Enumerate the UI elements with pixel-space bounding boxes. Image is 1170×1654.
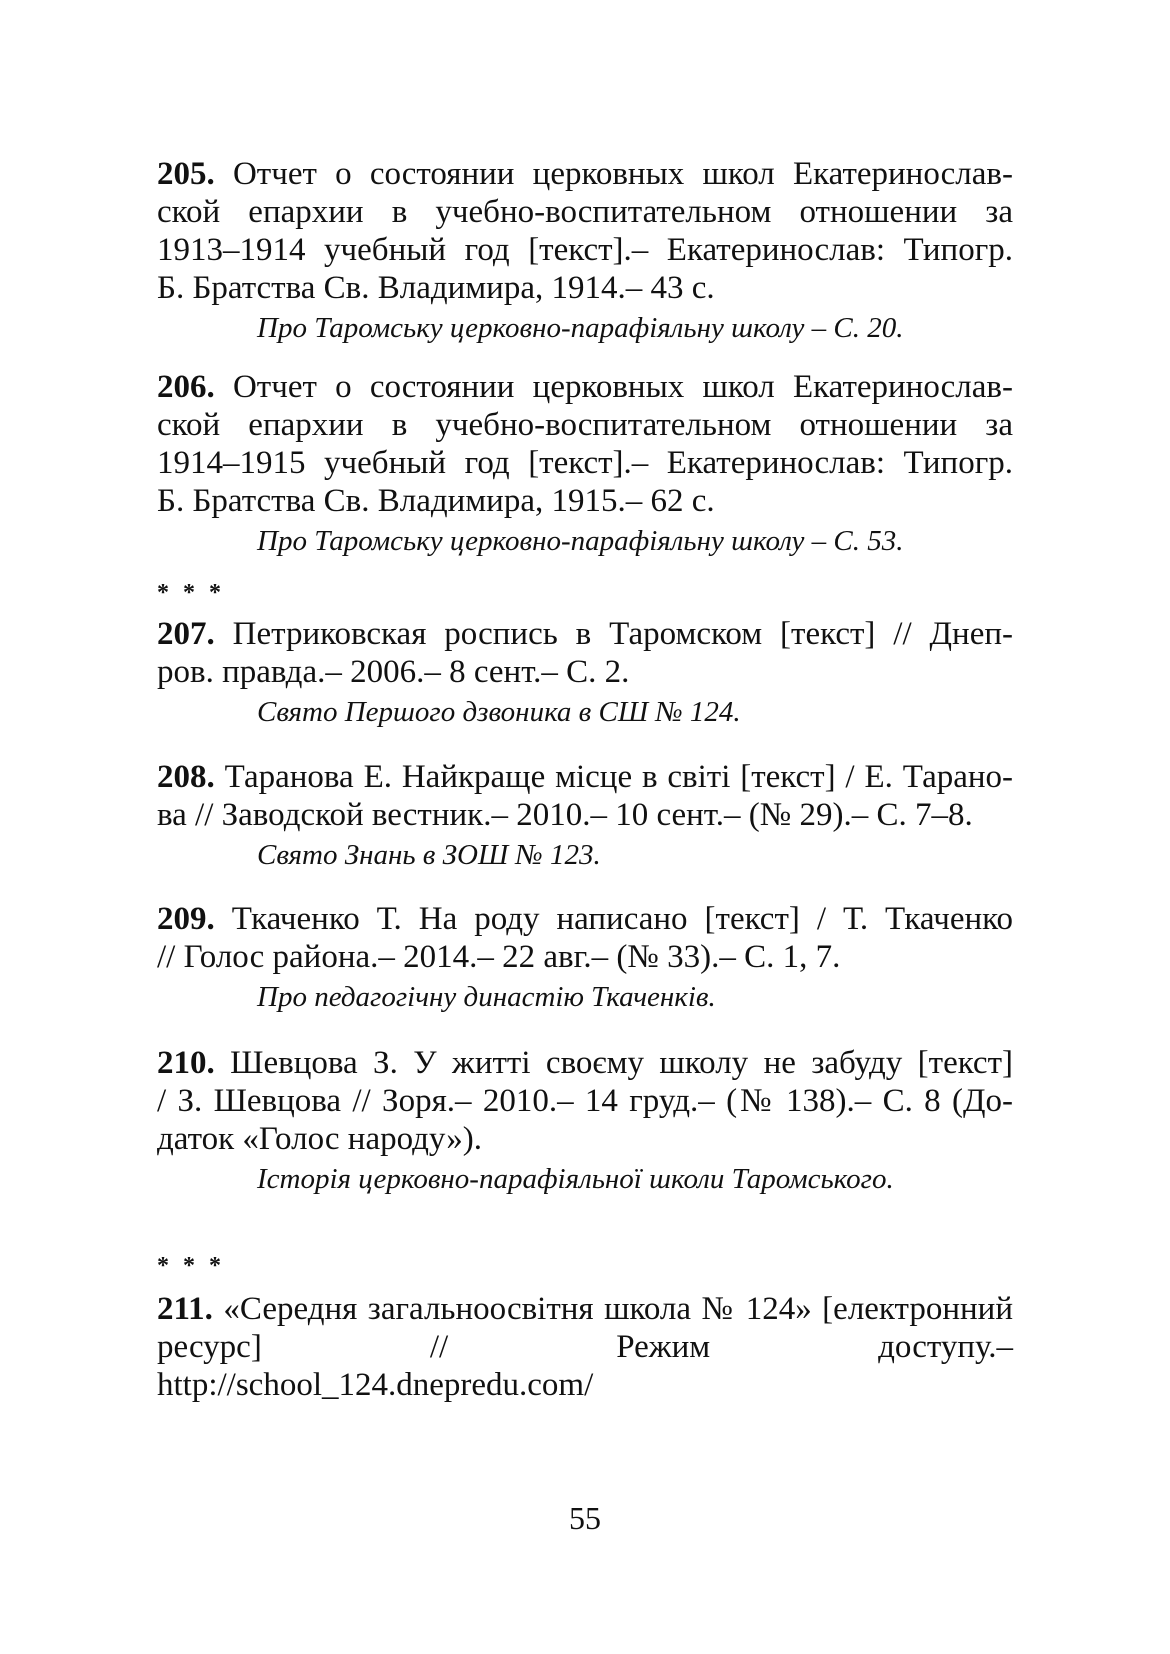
entry-annotation: Свято Першого дзвоника в СШ № 124. [257,696,741,728]
entry-line: 1913–1914 учебный год [текст].– Екатеринослав: Типогр. [157,232,1013,268]
page-number: 55 [569,1500,601,1536]
entry-line: Б. Братства Св. Владимира, 1915.– 62 с. [157,483,715,519]
entry-line: 208. Таранова Е. Найкраще місце в світі [текст] / Е. Тарано- [157,759,1014,795]
entry-url: http://school_124.dnepredu.com/ [157,1367,594,1403]
entry-line: Б. Братства Св. Владимира, 1914.– 43 с. [157,270,715,306]
entry-line: 210. Шевцова З. У житті своєму школу не забуду [текст] [157,1045,1013,1081]
entry-line: ской епархии в учебно-воспитательном отношении за [157,194,1013,230]
entry-annotation: Свято Знань в ЗОШ № 123. [257,839,601,871]
entry-line: / З. Шевцова // Зоря.– 2010.– 14 груд.– (№ 138).– С. 8 (До- [157,1083,1013,1119]
entry-number: 207. [157,616,215,652]
entry-line: ской епархии в учебно-воспитательном отношении за [157,407,1013,443]
entry-line: 1914–1915 учебный год [текст].– Екатеринослав: Типогр. [157,445,1013,481]
entry-number: 209. [157,901,215,937]
entry-annotation: Про Таромську церковно-парафіяльну школу – С. 20. [257,312,904,344]
entry-line: ресурс] // Режим доступу.– [157,1329,1013,1365]
entry-line: 207. Петриковская роспись в Таромском [текст] // Днеп- [157,616,1013,652]
entry-line: 209. Ткаченко Т. На роду написано [текст] / Т. Ткаченко [157,901,1014,937]
entry-annotation: Про Таромську церковно-парафіяльну школу – С. 53. [257,525,904,557]
entry-line: даток «Голос народу»). [157,1121,482,1157]
section-separator: * * * [157,580,225,606]
entry-line: ров. правда.– 2006.– 8 сент.– С. 2. [157,654,630,690]
entry-line: ва // Заводской вестник.– 2010.– 10 сент.– (№ 29).– С. 7–8. [157,797,973,833]
entry-number: 205. [157,156,215,192]
entry-number: 208. [157,759,215,795]
entry-number: 211. [157,1291,213,1327]
entry-number: 210. [157,1045,215,1081]
entry-line: // Голос района.– 2014.– 22 авг.– (№ 33).– С. 1, 7. [157,939,841,975]
entry-number: 206. [157,369,215,405]
entry-annotation: Про педагогічну династію Ткаченків. [257,981,716,1013]
section-separator: * * * [157,1253,225,1279]
entry-line: 205. Отчет о состоянии церковных школ Екатеринослав- [157,156,1013,192]
entry-line: 206. Отчет о состоянии церковных школ Екатеринослав- [157,369,1013,405]
entry-annotation: Історія церковно-парафіяльної школи Таромського. [257,1163,894,1195]
entry-line: 211. «Середня загальноосвітня школа № 124» [електронний [157,1291,1013,1327]
